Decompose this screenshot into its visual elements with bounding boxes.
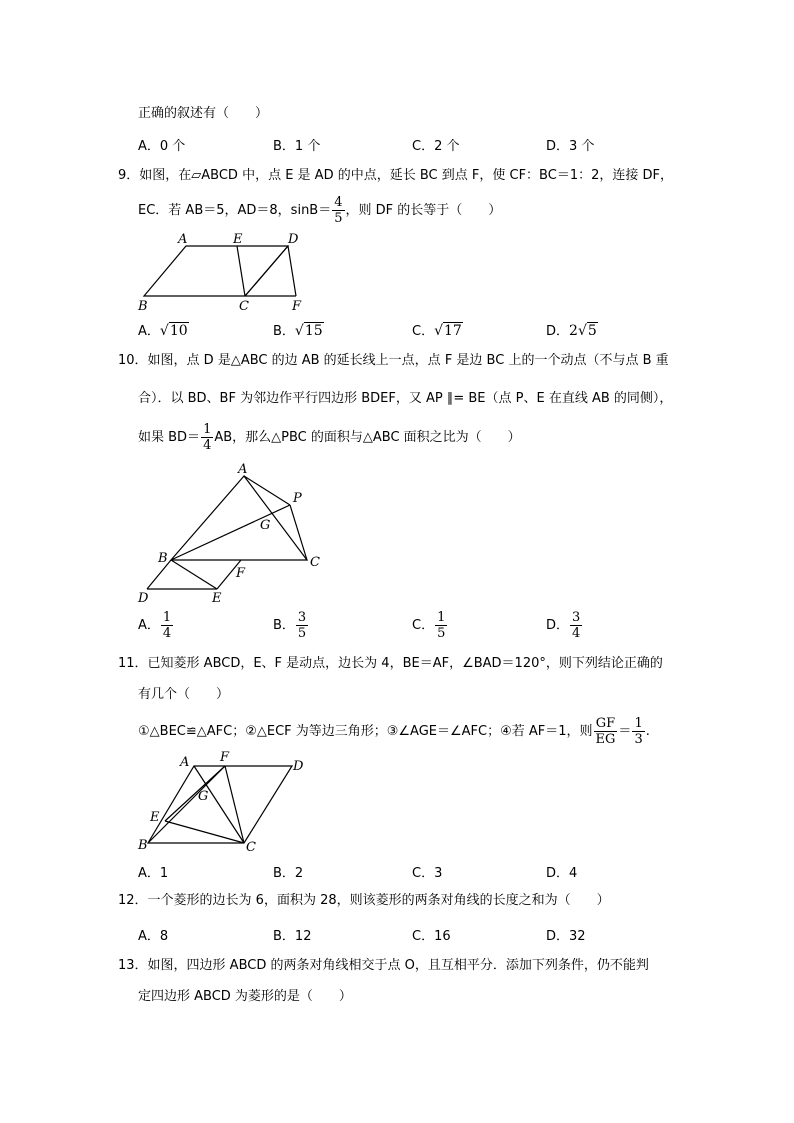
q10-bd-fraction: $\frac{1}{4}$: [203, 422, 212, 453]
q10-option-d: D． $\frac{3}{4}$: [546, 610, 581, 641]
q10-segment-bp: [171, 505, 290, 560]
q11-rhombus: [148, 766, 292, 843]
q10-label-d: D: [138, 591, 149, 606]
q10-option-b: B． $\frac{3}{5}$: [273, 610, 307, 641]
q9-option-a: A．√10: [138, 323, 188, 339]
q11-figure: [130, 748, 320, 858]
q11-option-b: B．2: [273, 866, 304, 881]
q9-segment-ec: [237, 246, 245, 296]
q10-label-c: C: [310, 555, 320, 570]
q13-stem-line2: 定四边形 ABCD 为菱形的是（ ）: [138, 989, 352, 1004]
q11-ratio-fraction: $\frac{GF}{EG}$: [595, 716, 616, 747]
q9-figure: [130, 228, 320, 318]
q10-label-e: E: [212, 591, 222, 606]
q9-stem-text-a: EC．若 AB＝5，AD＝8，sinB＝: [138, 203, 332, 218]
q9-option-b: B．√15: [273, 323, 323, 339]
q10-label-a: A: [238, 462, 248, 477]
q10-label-f: F: [236, 566, 246, 581]
q10-option-a: A． $\frac{1}{4}$: [138, 610, 172, 641]
q11-stem-line1: 11．已知菱形 ABCD，E、F 是动点，边长为 4，BE＝AF，∠BAD＝120°，则下列结论正确的: [118, 656, 663, 671]
q11-segment-ef: [165, 766, 225, 821]
q10-triangle-abc: [171, 476, 307, 560]
q11-label-a: A: [180, 755, 190, 770]
q11-option-d: D．4: [546, 866, 578, 881]
q11-label-g: G: [198, 789, 209, 804]
q9-label-d: D: [288, 232, 299, 247]
q9-sinb-fraction: $\frac{4}{5}$: [334, 195, 343, 226]
q9-stem-line1: 9．如图，在▱ABCD 中，点 E 是 AD 的中点，延长 BC 到点 F，使 CF：BC＝1：2，连接 DF，: [118, 168, 673, 183]
q11-label-e: E: [150, 810, 160, 825]
q9-option-c: C．√17: [412, 323, 462, 339]
q8-option-c: C．2 个: [412, 139, 460, 154]
q10-stem-line1: 10．如图，点 D 是△ABC 的边 AB 的延长线上一点，点 F 是边 BC 上的一个动点（不与点 B 重: [118, 353, 669, 368]
q8-stem-tail: 正确的叙述有（ ）: [138, 106, 269, 121]
q12-option-c: C．16: [412, 929, 451, 944]
q10-segment-be: [171, 560, 217, 589]
q12-stem: 12．一个菱形的边长为 6，面积为 28，则该菱形的两条对角线的长度之和为（ ）: [118, 893, 610, 908]
q12-option-a: A．8: [138, 929, 169, 944]
q11-option-c: C．3: [412, 866, 443, 881]
q9-label-e: E: [233, 232, 243, 247]
q10-option-c: C． $\frac{1}{5}$: [412, 610, 446, 641]
q8-option-a: A．0 个: [138, 139, 186, 154]
q11-label-d: D: [293, 759, 304, 774]
q9-segment-dc: [245, 246, 288, 296]
q11-option-a: A．1: [138, 866, 169, 881]
q8-option-b: B．1 个: [273, 139, 321, 154]
q12-option-d: D．32: [546, 929, 586, 944]
q10-label-b: B: [158, 551, 168, 566]
q10-label-p: P: [293, 491, 302, 506]
q11-value-fraction: $\frac{1}{3}$: [634, 716, 643, 747]
q9-label-b: B: [138, 299, 148, 314]
q10-label-g: G: [260, 518, 271, 533]
q9-label-a: A: [178, 232, 188, 247]
q11-label-c: C: [246, 840, 256, 855]
q11-stem-line3: ①△BEC≌△AFC；②△ECF 为等边三角形；③∠AGE＝∠AFC；④若 AF＝1，则 $\frac{GF}{EG}$ ＝ $\frac{1}{3}$ .: [138, 716, 650, 747]
q11-stem-line2: 有几个（ ）: [138, 687, 230, 702]
q11-segment-fc: [225, 766, 244, 843]
q11-label-b: B: [138, 838, 148, 853]
q10-segment-pc: [290, 505, 307, 560]
q9-label-c: C: [239, 299, 249, 314]
q12-option-b: B．12: [273, 929, 312, 944]
q9-option-d: D．2√5: [546, 323, 597, 339]
q9-label-f: F: [292, 299, 302, 314]
q8-option-d: D．3 个: [546, 139, 595, 154]
q13-stem-line1: 13．如图，四边形 ABCD 的两条对角线相交于点 O，且互相平分．添加下列条件，仍不能判: [118, 958, 649, 973]
q10-segment-ap: [244, 476, 290, 505]
q9-stem-text-b: ，则 DF 的长等于（ ）: [345, 203, 502, 218]
q10-stem-line3: 如果 BD＝ $\frac{1}{4}$ AB，那么△PBC 的面积与△ABC 面积之比为（ ）: [138, 422, 521, 453]
q9-stem-line2: [138, 194, 501, 228]
q11-label-f: F: [220, 750, 230, 765]
q9-segment-df: [288, 246, 296, 296]
q10-stem-line2: 合）．以 BD、BF 为邻边作平行四边形 BDEF，又 AP ∥= BE（点 P、E 在直线 AB 的同侧），: [138, 391, 673, 406]
q10-figure: [130, 460, 330, 610]
